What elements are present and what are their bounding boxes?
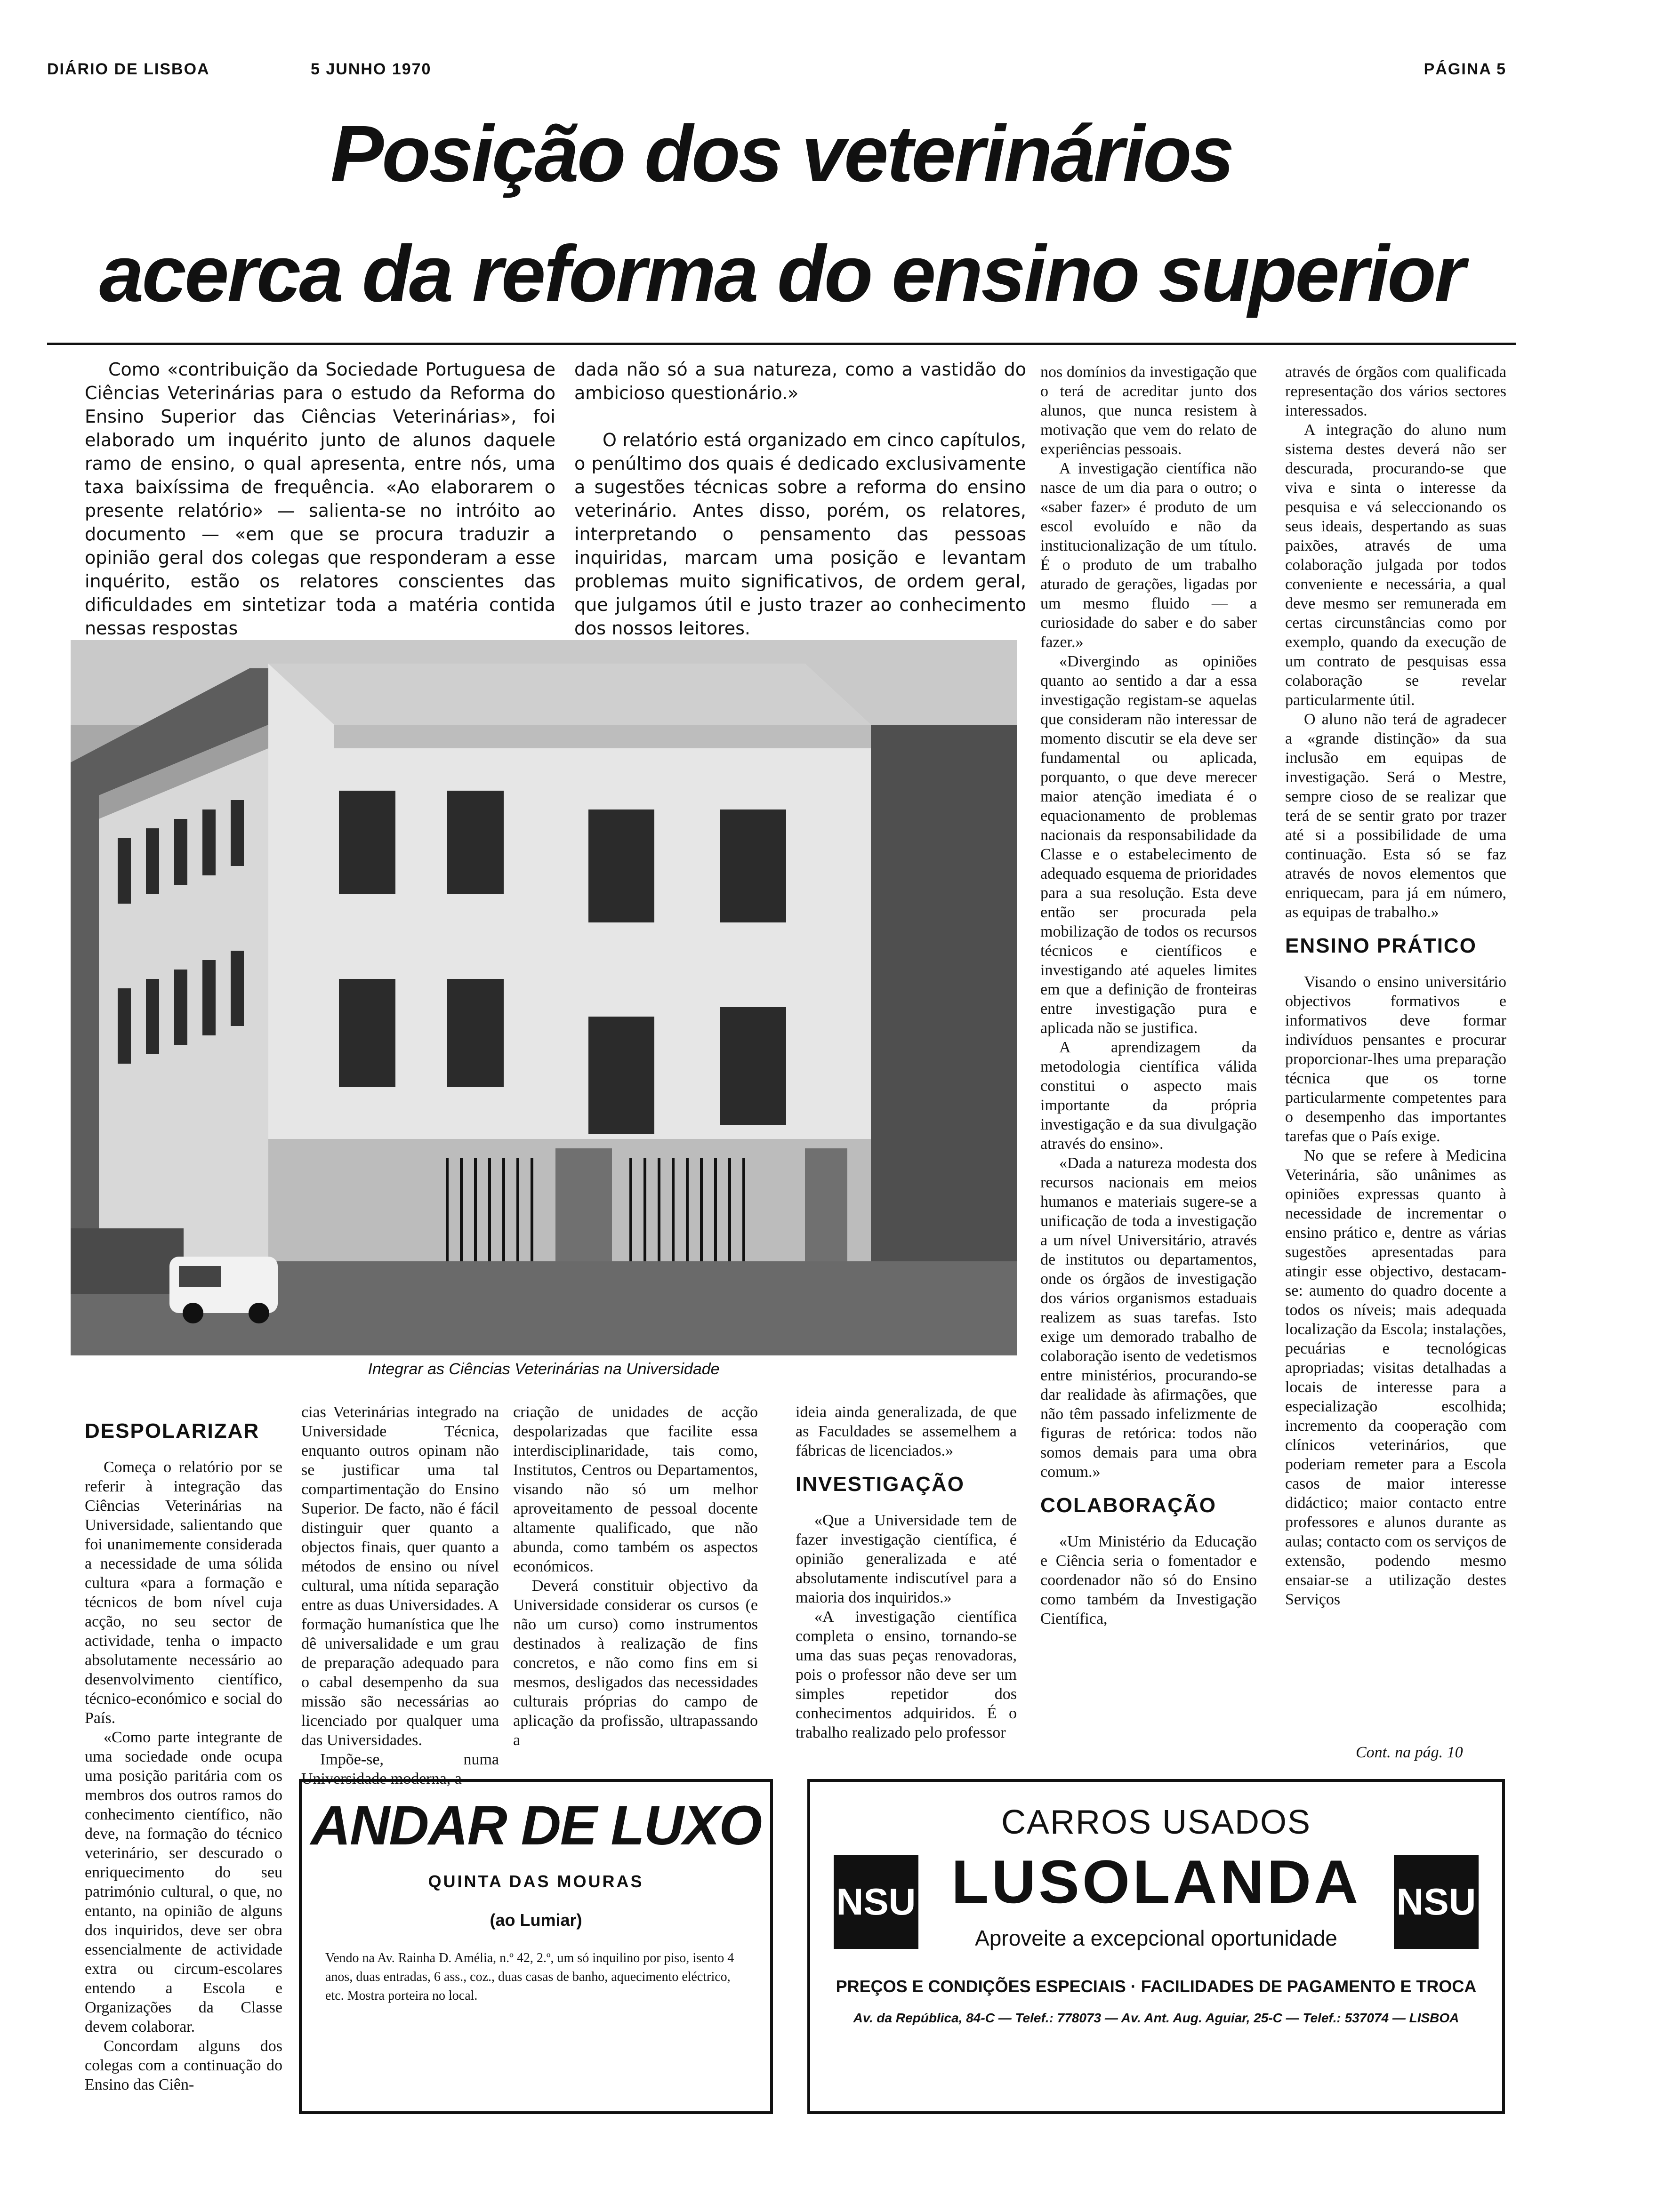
page-number: PÁGINA 5	[1424, 60, 1506, 78]
nsu-logo: NSU	[834, 1855, 918, 1949]
advertisement-lusolanda	[807, 1779, 1505, 2114]
paragraph: A aprendizagem da metodologia científica válida constitui o aspecto mais importante da própria investigação e da sua divulgação através do ensino».	[1040, 1039, 1257, 1153]
intro-paragraph: dada não só a sua natureza, como a vastidão do ambicioso questionário.»	[574, 359, 1026, 403]
paragraph: Deverá constituir objectivo da Universidade considerar os cursos (e não um curso) como instrumentos destinados à realização de fins concretos, e não como fins em si mesmos, desligados das necessidades culturais próprias do campo de aplicação da profissão, ultrapassando a	[513, 1577, 758, 1749]
paragraph: «Divergindo as opiniões quanto ao sentido a dar a essa investigação registam-se aquelas que consideram não interessar de momento discutir se ela deve ser fundamental ou aplicada, porquanto, o que deve merecer maior atenção imediata é o equacionamento de problemas nacionais da responsabilidade da Classe e o estabelecimento de adequado esquema de prioridades para a sua resolução. Esta deve então ser procurada pela mobilização de todos os recursos técnicos e científicos e investigando até aqueles limites em que a definição de fronteiras entre investigação pura e aplicada não se justifica.	[1040, 653, 1257, 1037]
paragraph: «A investigação científica completa o ensino, tornando-se uma das suas peças renovadoras, pois o professor não deve ser um simples repetidor dos conhecimentos adquiridos. É o trabalho realizado pelo professor	[796, 1608, 1017, 1741]
intro-column-1	[85, 358, 555, 640]
nsu-logo: NSU	[1394, 1855, 1479, 1949]
headline-line-1: Posição dos veterinários	[330, 109, 1233, 199]
ad-text: Vendo na Av. Rainha D. Amélia, n.º 42, 2.º, um só inquilino por piso, isento 4 anos, duas entradas, 6 ass., coz., duas casas de banho, aquecimento eléctrico, etc. Mostra porteira no local.	[325, 1951, 734, 2003]
headline	[47, 94, 1516, 334]
paragraph: «Que a Universidade tem de fazer investigação científica, é opinião generalizada e até absolutamente indiscutível para a maioria dos inquiridos.»	[796, 1512, 1017, 1606]
paragraph: Começa o relatório por se referir à integração das Ciências Veterinárias na Universidade, salientando que foi unanimemente considerada a necessidade de uma sólida cultura «para a formação e técnicos de bom nível cuja acção, no seu sector de actividade, tenha o impacto absolutamente necessário ao desenvolvimento científico, técnico-económico e social do País.	[85, 1459, 282, 1727]
section-heading-investigacao: INVESTIGAÇÃO	[796, 1473, 965, 1496]
column-2	[301, 1403, 499, 1787]
column-5	[1040, 362, 1257, 1751]
photo-caption: Integrar as Ciências Veterinárias na Universidade	[368, 1360, 720, 1378]
newspaper-name: DIÁRIO DE LISBOA	[47, 60, 210, 78]
paragraph: «Dada a natureza modesta dos recursos nacionais em meios humanos e materiais sugere-se a unificação de toda a investigação a um nível Universitário, através de institutos ou departamentos, onde os órgãos de investigação dos vários organismos estaduais realizem as suas tarefas. Isto exige um demorado trabalho de colaboração isento de vedetismos entre ministérios, procurando-se dar realidade às afirmações, que não têm passado infelizmente de figuras de retórica: todos não somos demais para uma obra comum.»	[1040, 1154, 1257, 1481]
column-4	[796, 1403, 1017, 1760]
headline-rule	[47, 343, 1516, 345]
ad-subtitle: QUINTA DAS MOURAS	[428, 1872, 644, 1891]
ad-conditions: PREÇOS E CONDIÇÕES ESPECIAIS · FACILIDADES DE PAGAMENTO E TROCA	[836, 1977, 1477, 1996]
intro-paragraph: O relatório está organizado em cinco capítulos, o penúltimo dos quais é dedicado exclusivamente a sugestões técnicas sobre a reforma do ensino veterinário. Antes disso, porém, os relatores, interpretando o pensamento das pessoas inquiridas, marcam uma posição e levantam problemas muito significativos, de ordem geral, que julgamos útil e justo trazer ao conhecimento dos nossos leitores.	[574, 430, 1026, 639]
ad-tagline: Aproveite a excepcional oportunidade	[975, 1926, 1337, 1950]
paragraph: «Como parte integrante de uma sociedade onde ocupa uma posição paritária com os membros dos outros ramos do conhecimento científico, não deve, na formação do técnico veterinário, ser descurado o enriquecimento do seu património cultural, o que, no entanto, na opinião de alguns dos inquiridos, deve ser obra essencialmente de actividade extra ou circum-escolares entendo a Escola e Organizações da Classe devem colaborar.	[85, 1729, 282, 2036]
issue-date: 5 JUNHO 1970	[311, 60, 432, 78]
section-heading-despolarizar: DESPOLARIZAR	[85, 1419, 260, 1443]
ad-heading: CARROS USADOS	[1001, 1803, 1311, 1841]
paragraph: Impõe-se, numa Universidade moderna, a	[301, 1751, 499, 1787]
paragraph: A integração do aluno num sistema destes deverá não ser descurada, procurando-se que viva e sinta o interesse da pesquisa e vá seleccionando os seus ideais, despertando as suas paixões, através de uma colaboração julgada por todos conveniente e necessária, a qual deve mesmo ser remunerada em certas circunstâncias como por exemplo, quando da execução de um contrato de pesquisas essa colaboração se revelar particularmente útil.	[1285, 421, 1506, 709]
masthead	[47, 60, 1506, 88]
ad-brand: LUSOLANDA	[951, 1847, 1361, 1916]
paragraph: «Um Ministério da Educação e Ciência seria o fomentador e coordenador não só do Ensino como também da Investigação Científica,	[1040, 1533, 1257, 1627]
building-photo	[71, 640, 1017, 1355]
column-6	[1285, 362, 1506, 1751]
paragraph: ideia ainda generalizada, de que as Faculdades se assemelhem a fábricas de licenciados.»	[796, 1403, 1017, 1459]
intro-column-2	[574, 358, 1026, 664]
paragraph: A investigação científica não nasce de um dia para o outro; o «saber fazer» é produto de um escol evoluído e não da institucionalização de um título. É o produto de um trabalho aturado de gerações, ligadas por um mesmo fluido — a curiosidade do saber e do saber fazer.»	[1040, 460, 1257, 651]
paragraph: O aluno não terá de agradecer a «grande distinção» da sua inclusão em equipas de investigação. Será o Mestre, sempre cioso de se realizar que terá de se sentir grato por trazer até si a possibilidade de uma continuação. Esta só se faz através de novos elementos que enriquecam, para já em número, as equipas de trabalho.»	[1285, 711, 1506, 921]
paragraph: No que se refere à Medicina Veterinária, são unânimes as opiniões expressas quanto à necessidade de incrementar o ensino prático e, dentre as várias sugestões apresentadas para atingir esse objectivo, destacam-se: aumento do quadro docente a todos os níveis; mais adequada localização da Escola; instalações, pecuárias e tecnológicas apropriadas; visitas detalhadas a locais de interesse para a especialização escolhida; incremento da cooperação com clínicos veterinários, que poderiam remeter para a Escola casos de maior interesse didáctico; maior contacto entre professores e alunos durante as aulas; contacto com os serviços de extensão, podendo mesmo ensaiar-se a utilização destes Serviços	[1285, 1147, 1506, 1608]
paragraph: através de órgãos com qualificada representação dos vários sectores interessados.	[1285, 363, 1506, 419]
section-heading-ensino-pratico: ENSINO PRÁTICO	[1285, 934, 1477, 957]
ad-title: ANDAR DE LUXO	[310, 1795, 762, 1857]
headline-line-2: acerca da reforma do ensino superior	[99, 229, 1464, 319]
paragraph: criação de unidades de acção despolarizadas que facilite essa interdisciplinaridade, tais como, Institutos, Centros ou Departamentos, visando não só um melhor aproveitamento de pessoal docente altamente qualificado, que não abunda, como também os aspectos económicos.	[513, 1403, 758, 1575]
ad-location: (ao Lumiar)	[490, 1910, 582, 1930]
advertisement-andar-de-luxo	[299, 1779, 773, 2114]
section-heading-colaboracao: COLABORAÇÃO	[1040, 1494, 1216, 1517]
column-1	[85, 1407, 282, 2123]
paragraph: nos domínios da investigação que o terá de acreditar junto dos alunos, que nunca resistem à motivação que vem do relato de experiências pessoais.	[1040, 363, 1257, 458]
paragraph: cias Veterinárias integrado na Universidade Técnica, enquanto outros opinam não se justificar uma tal compartimentação do Ensino Superior. De facto, não é fácil distinguir quer quanto a objectos finais, quer quanto a métodos de ensino ou nível cultural, uma nítida separação entre as duas Universidades. A formação humanística que lhe dê universalidade e um grau de preparação adequado para o cabal desempenho da sua missão são necessárias ao licenciado por qualquer uma das Universidades.	[301, 1403, 499, 1749]
ad-address: Av. da República, 84-C — Telef.: 778073 — Av. Ant. Aug. Aguiar, 25-C — Telef.: 537074 — LISBOA	[853, 2011, 1459, 2025]
continuation-note: Cont. na pág. 10	[1356, 1744, 1463, 1761]
paragraph: Concordam alguns dos colegas com a continuação do Ensino das Ciên-	[85, 2037, 282, 2093]
building-photo-illustration	[71, 640, 1017, 1355]
intro-paragraph: Como «contribuição da Sociedade Portuguesa de Ciências Veterinárias para o estudo da Reforma do Ensino Superior das Ciências Veterinárias», foi elaborado um inquérito junto de alunos daquele ramo de ensino, o qual apresenta, entre nós, uma taxa baixíssima de frequência. «Ao elaborarem o presente relatório» — salienta-se no intróito ao documento — «em que se procura traduzir a opinião geral dos colegas que responderam a esse inquérito, estão os relatores conscientes das dificuldades em sintetizar toda a matéria contida nessas respostas	[85, 359, 555, 639]
column-3	[513, 1403, 758, 1760]
paragraph: Visando o ensino universitário objectivos formativos e informativos deve formar indivíduos pensantes e procurar proporcionar-lhes uma preparação técnica que os torne particularmente competentes para o desempenho das importantes tarefas que o País exige.	[1285, 973, 1506, 1145]
